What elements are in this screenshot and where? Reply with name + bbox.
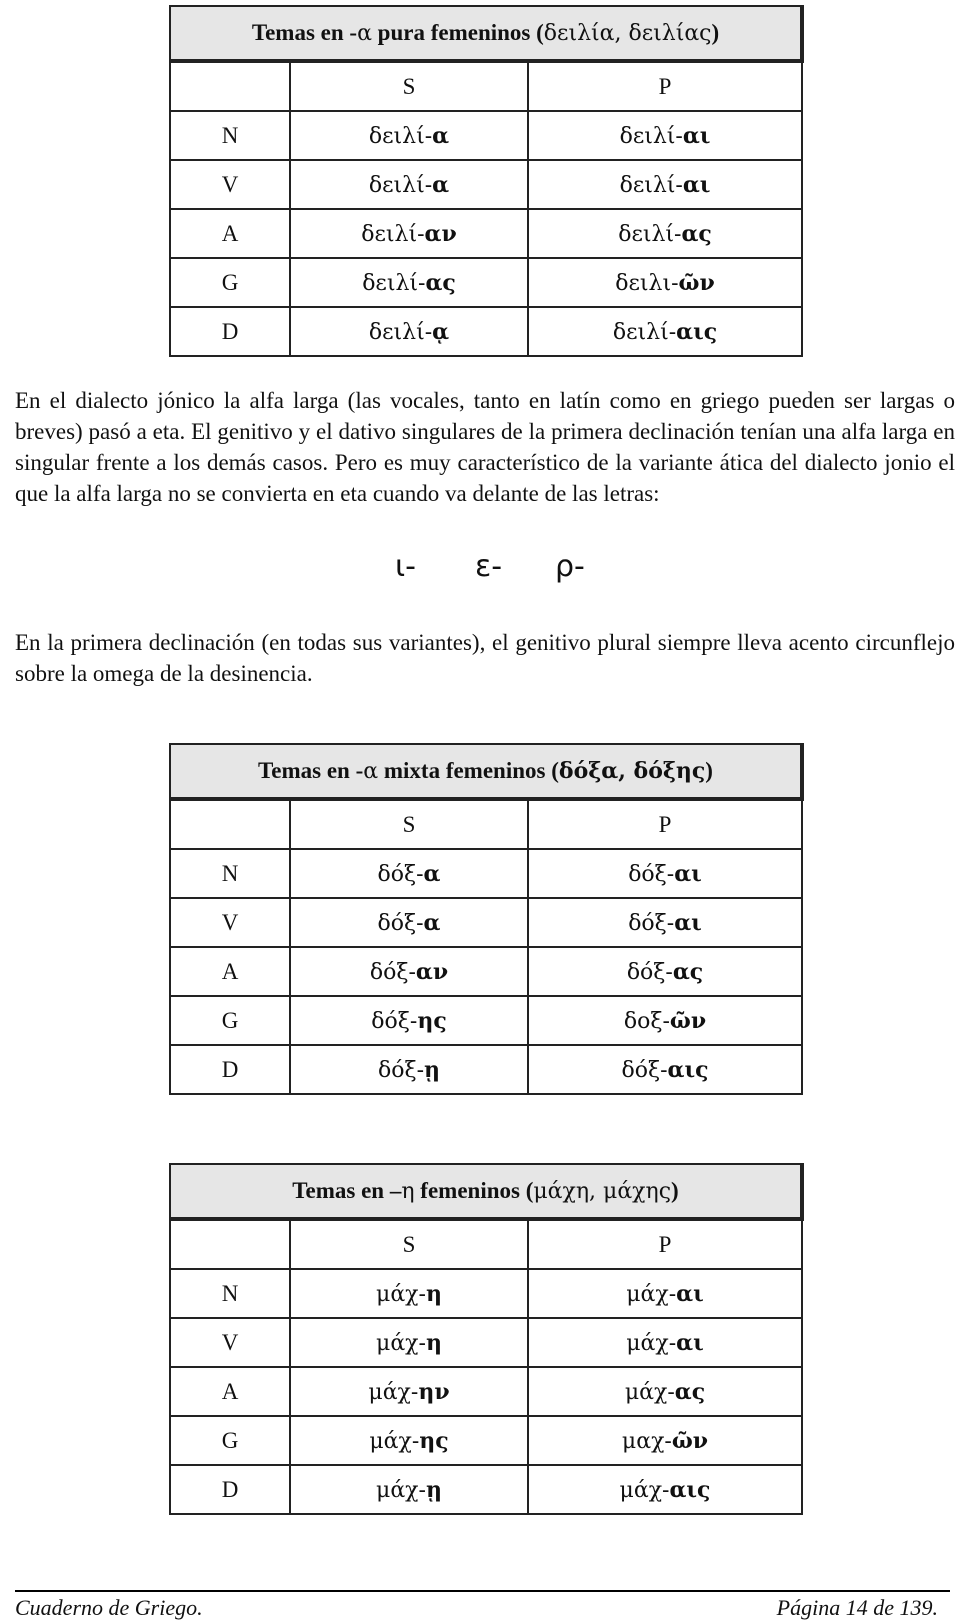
case-label: D [170,307,290,356]
singular-form: μάχ-ῃ [290,1465,528,1514]
table-row [170,307,802,356]
table-row [170,947,802,996]
singular-form: δειλί-ας [290,258,528,307]
table-row [170,258,802,307]
table-row [170,849,802,898]
header-plural: P [528,1219,802,1269]
plural-form: δειλί-ας [528,209,802,258]
singular-form: μάχ-η [290,1318,528,1367]
plural-form: δοξ-ῶν [528,996,802,1045]
plural-form: δόξ-αις [528,1045,802,1094]
table-row [170,1045,802,1094]
attic-letters [395,549,595,589]
table-row [170,111,802,160]
footer-left: Cuaderno de Griego. [15,1595,203,1620]
plural-form: μάχ-ας [528,1367,802,1416]
plural-form: μάχ-αις [528,1465,802,1514]
paragraph-ionic-dialect: En el dialecto jónico la alfa larga (las vocales, tanto en latín como en griego pueden ser largas o breves) pasó a eta. El genitivo y el dativo singulares de la primera declinación tenían una alfa larga en singular frente a los demás casos. Pero es muy característico de la variante ática del dialecto jonio el que la alfa larga no se convierta en eta cuando va delante de las letras: [15,388,955,506]
paragraph-genitive-plural: En la primera declinación (en todas sus variantes), el genitivo plural siempre lleva acento circunflejo sobre la omega de la desinencia. [15,630,955,686]
corner-cell [170,61,290,111]
table-row [170,1367,802,1416]
singular-form: δόξ-α [290,849,528,898]
singular-form: δειλί-α [290,160,528,209]
singular-form: δόξ-α [290,898,528,947]
header-singular: S [290,61,528,111]
footer-page-number: Página 14 de 139. [776,1595,938,1620]
plural-form: μαχ-ῶν [528,1416,802,1465]
case-label: G [170,258,290,307]
plural-form: δειλί-αι [528,111,802,160]
case-label: G [170,996,290,1045]
table-row [170,1318,802,1367]
plural-form: δειλί-αι [528,160,802,209]
case-label: N [170,849,290,898]
singular-form: μάχ-η [290,1269,528,1318]
header-singular: S [290,1219,528,1269]
case-label: G [170,1416,290,1465]
singular-form: δειλί-αν [290,209,528,258]
singular-form: δόξ-ης [290,996,528,1045]
singular-form: μάχ-ης [290,1416,528,1465]
case-label: N [170,111,290,160]
case-label: A [170,1367,290,1416]
table-row [170,1465,802,1514]
plural-form: δόξ-ας [528,947,802,996]
footer-divider [15,1590,950,1592]
singular-form: μάχ-ην [290,1367,528,1416]
corner-cell [170,1219,290,1269]
table-title: Temas en -α mixta femeninos (δόξα, δόξης) [170,744,802,799]
case-label: V [170,160,290,209]
case-label: D [170,1465,290,1514]
singular-form: δόξ-ῃ [290,1045,528,1094]
case-label: V [170,1318,290,1367]
header-plural: P [528,799,802,849]
table-title: Temas en -α pura femeninos (δειλία, δειλίας) [170,6,802,61]
header-plural: P [528,61,802,111]
declension-table-eta [169,1163,804,1515]
plural-form: δόξ-αι [528,898,802,947]
plural-form: δόξ-αι [528,849,802,898]
table-row [170,898,802,947]
letter-epsilon: ε- [475,549,503,584]
table-row [170,1269,802,1318]
header-singular: S [290,799,528,849]
case-label: A [170,947,290,996]
singular-form: δόξ-αν [290,947,528,996]
corner-cell [170,799,290,849]
table-row [170,996,802,1045]
singular-form: δειλί-α [290,111,528,160]
case-label: A [170,209,290,258]
declension-table-alpha-pure [169,5,804,357]
table-row [170,160,802,209]
case-label: N [170,1269,290,1318]
plural-form: δειλι-ῶν [528,258,802,307]
plural-form: μάχ-αι [528,1318,802,1367]
table-row [170,1416,802,1465]
letter-iota: ι- [395,549,416,584]
plural-form: μάχ-αι [528,1269,802,1318]
singular-form: δειλί-ᾳ [290,307,528,356]
letter-rho: ρ- [555,549,585,584]
plural-form: δειλί-αις [528,307,802,356]
declension-table-alpha-mixed [169,743,804,1095]
table-title: Temas en –η femeninos (μάχη, μάχης) [170,1164,802,1219]
case-label: D [170,1045,290,1094]
table-row [170,209,802,258]
case-label: V [170,898,290,947]
